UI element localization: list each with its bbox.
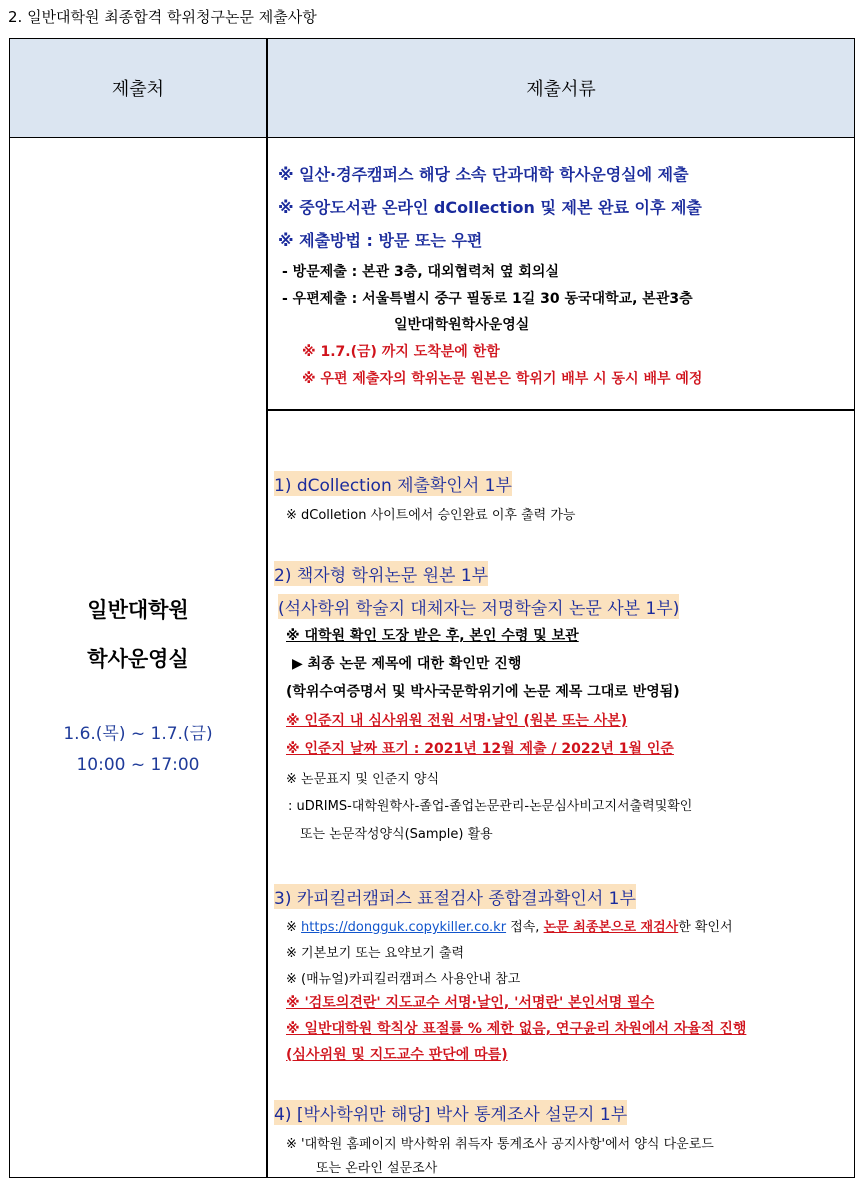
item4-online-note: 또는 온라인 설문조사 [316,1161,438,1176]
item2-title: 2) 책자형 학위논문 원본 1부 [274,561,488,586]
item3-print-note: ※ 기본보기 또는 요약보기 출력 [286,946,465,961]
item3-recheck: 논문 최종본으로 재검사 [543,920,679,935]
item2-form-sample: 또는 논문작성양식(Sample) 활용 [300,827,493,842]
item2-form-note: ※ 논문표지 및 인준지 양식 [286,772,440,787]
notice-campus: ※ 일산·경주캠퍼스 해당 소속 단과대학 학사운영실에 제출 [278,165,689,184]
header-submit-place: 제출처 [111,79,165,100]
item3-plagiarism-note: ※ 일반대학원 학칙상 표절률 % 제한 없음, 연구윤리 차원에서 자율적 진행 [286,1021,747,1037]
mail-submission: - 우편제출 : 서울특별시 중구 필동로 1길 30 동국대학교, 본관3층 [282,291,693,307]
item3-link-mid: 접속, [506,920,544,935]
notice-dcollection: ※ 중앙도서관 온라인 dCollection 및 제본 완료 이후 제출 [278,198,702,217]
visit-submission: - 방문제출 : 본관 3층, 대외협력처 옆 회의실 [282,264,559,280]
copykiller-link[interactable]: https://dongguk.copykiller.co.kr [301,920,507,935]
mail-original-note: ※ 우편 제출자의 학위논문 원본은 학위기 배부 시 동시 배부 예정 [302,371,703,387]
notice-method: ※ 제출방법 : 방문 또는 우편 [278,231,483,250]
item2-title-check: ▶ 최종 논문 제목에 대한 확인만 진행 [292,656,522,672]
mail-submission-office: 일반대학원학사운영실 [394,317,530,333]
item3-link-line [286,916,733,935]
section-divider [268,409,854,411]
submission-table [9,38,855,1178]
period-hours: 10:00 ~ 17:00 [76,755,200,775]
column-divider [266,39,268,1177]
item3-manual-note: ※ (매뉴얼)카피킬러캠퍼스 사용안내 참고 [286,972,521,987]
item1-note: ※ dColletion 사이트에서 승인완료 이후 출력 가능 [286,508,576,523]
item2-subtitle: (석사학위 학술지 대체자는 저명학술지 논문 사본 1부) [278,594,679,619]
item2-stamp-note: ※ 대학원 확인 도장 받은 후, 본인 수령 및 보관 [286,628,579,644]
item1-title: 1) dCollection 제출확인서 1부 [274,471,512,496]
item2-form-path: : uDRIMS-대학원학사-졸업-졸업논문관리-논문심사비고지서출력및확인 [288,799,693,814]
item3-link-prefix: ※ [286,920,302,935]
item4-download-note: ※ '대학원 홈페이지 박사학위 취득자 통계조사 공지사항'에서 양식 다운로드 [286,1137,714,1152]
period-dates: 1.6.(목) ~ 1.7.(금) [63,724,213,744]
office-name-line1: 일반대학원 [87,598,189,622]
item4-title: 4) [박사학위만 해당] 박사 통계조사 설문지 1부 [274,1100,627,1125]
item3-signature-note: ※ '검토의견란' 지도교수 서명·날인, '서명란' 본인서명 필수 [286,995,655,1011]
item3-link-post: 한 확인서 [678,920,733,935]
item2-date-note: ※ 인준지 날짜 표기 : 2021년 12월 제출 / 2022년 1월 인준 [286,741,674,757]
deadline-note: ※ 1.7.(금) 까지 도착분에 한함 [302,344,500,360]
item3-title: 3) 카피킬러캠퍼스 표절검사 종합결과확인서 1부 [274,884,636,909]
office-name-line2: 학사운영실 [87,647,189,671]
item2-title-reflect: (학위수여증명서 및 박사국문학위기에 논문 제목 그대로 반영됨) [286,684,680,700]
item3-judgement-note: (심사위원 및 지도교수 판단에 따름) [286,1047,508,1063]
item2-signature-note: ※ 인준지 내 심사위원 전원 서명·날인 (원본 또는 사본) [286,713,628,729]
header-submit-docs: 제출서류 [526,79,596,100]
document-title: 2. 일반대학원 최종합격 학위청구논문 제출사항 [8,8,317,26]
